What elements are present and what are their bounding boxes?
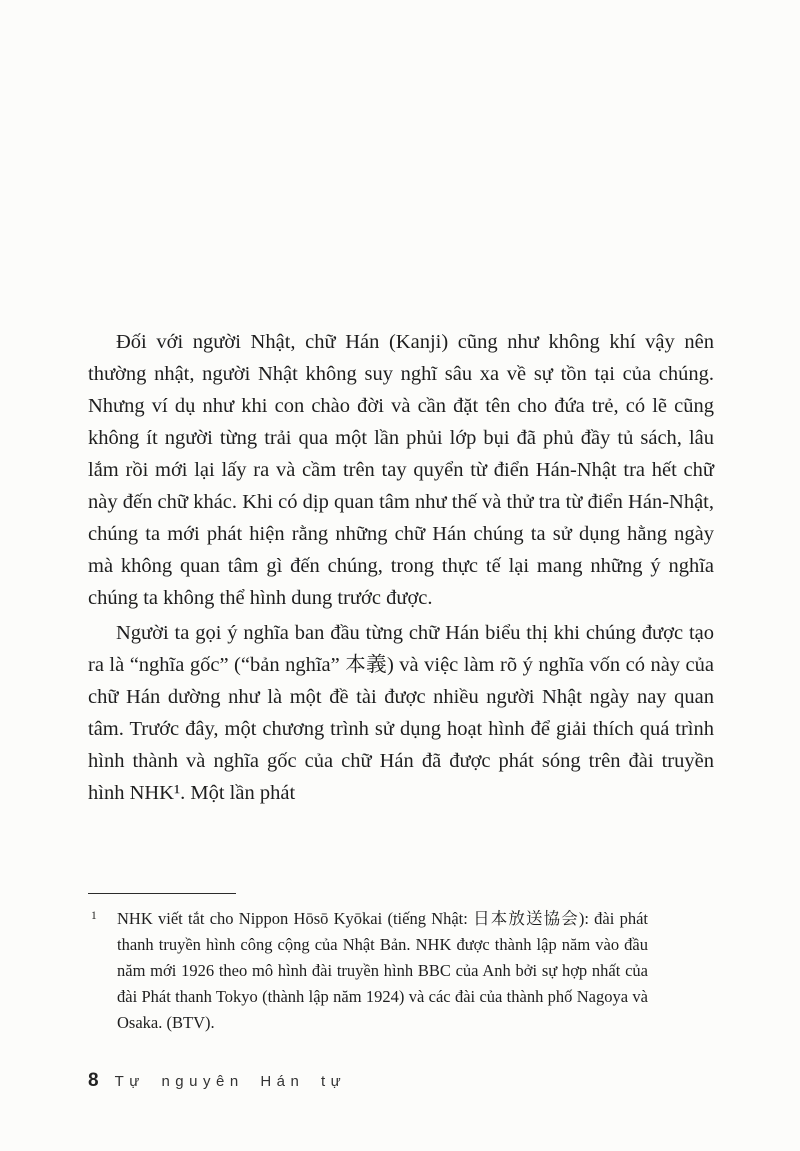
page-footer <box>88 1070 346 1092</box>
footnote-marker: 1 <box>91 910 97 922</box>
paragraph-2: Người ta gọi ý nghĩa ban đầu từng chữ Hán biểu thị khi chúng được tạo ra là “nghĩa gốc” (“bản nghĩa” 本義) và việc làm rõ ý nghĩa vốn có này của chữ Hán dường như là một đề tài được nhiều người Nhật ngày nay quan tâm. Trước đây, một chương trình sử dụng hoạt hình để giải thích quá trình hình thành và nghĩa gốc của chữ Hán đã được phát sóng trên đài truyền hình NHK¹. Một lần phát <box>88 622 714 804</box>
book-title: Tự nguyên Hán tự <box>114 1073 347 1090</box>
page-number: 8 <box>88 1070 99 1091</box>
footnote <box>88 906 648 1036</box>
footnote-text: NHK viết tắt cho Nippon Hōsō Kyōkai (tiếng Nhật: 日本放送協会): đài phát thanh truyền hình công cộng của Nhật Bản. NHK được thành lập năm vào đầu năm mới 1926 theo mô hình đài truyền hình BBC của Anh bởi sự hợp nhất của đài Phát thanh Tokyo (thành lập năm 1924) và các đài của thành phố Nagoya và Osaka. (BTV). <box>117 909 648 1032</box>
paragraph-1: Đối với người Nhật, chữ Hán (Kanji) cũng như không khí vậy nên thường nhật, người Nhật không suy nghĩ sâu xa về sự tồn tại của chúng. Nhưng ví dụ như khi con chào đời và cần đặt tên cho đứa trẻ, có lẽ cũng không ít người từng trải qua một lần phủi lớp bụi đã phủ đầy tủ sách, lâu lắm rồi mới lại lấy ra và cầm trên tay quyển từ điển Hán-Nhật tra hết chữ này đến chữ khác. Khi có dịp quan tâm như thế và thử tra từ điển Hán-Nhật, chúng ta mới phát hiện rằng những chữ Hán chúng ta sử dụng hằng ngày mà không quan tâm gì đến chúng, trong thực tế lại mang những ý nghĩa chúng ta không thể hình dung trước được. <box>88 331 714 609</box>
body-text <box>88 326 714 809</box>
footnote-divider <box>88 893 236 894</box>
